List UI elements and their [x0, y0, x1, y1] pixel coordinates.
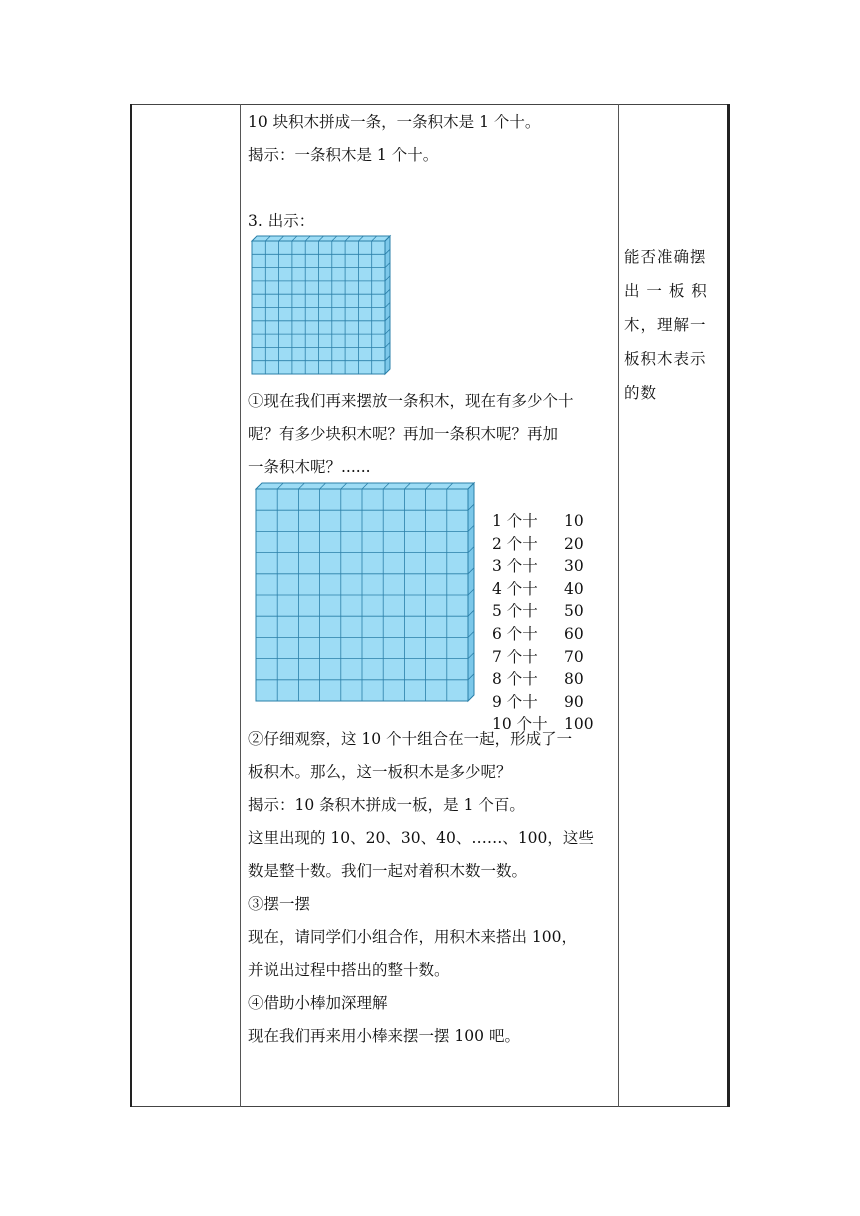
- step-heading: ④借助小棒加深理解: [248, 994, 388, 1012]
- count-row: [492, 668, 594, 691]
- count-label: 10 个十: [492, 715, 548, 734]
- table-bottom-border: [130, 1106, 730, 1107]
- text-line: 现在我们再来用小棒来摆一摆 100 吧。: [248, 1027, 520, 1045]
- note-line: 出 一 板 积: [624, 282, 708, 300]
- count-label: 7 个十: [492, 647, 538, 666]
- text-line: 板积木。那么，这一板积木是多少呢？: [248, 763, 512, 781]
- text-line: ②仔细观察，这 10 个十组合在一起，形成了一: [248, 730, 573, 748]
- text-line: 这里出现的 10、20、30、40、……、100，这些: [248, 829, 594, 847]
- table-divider-2: [618, 104, 619, 1107]
- tens-count-table: [492, 510, 594, 736]
- note-line: 能否准确摆: [624, 248, 707, 266]
- question-line: ①现在我们再来摆放一条积木，现在有多少个十: [248, 392, 574, 410]
- count-label: 6 个十: [492, 624, 538, 643]
- text-line: 现在，请同学们小组合作，用积木来搭出 100，: [248, 928, 578, 946]
- question-line: 一条积木呢？......: [248, 458, 371, 476]
- count-row: [492, 713, 594, 736]
- count-value: 40: [564, 579, 584, 598]
- table-divider-1: [240, 104, 241, 1107]
- count-label: 2 个十: [492, 534, 538, 553]
- section-title: 3. 出示：: [248, 212, 315, 230]
- count-label: 8 个十: [492, 670, 538, 689]
- count-value: 30: [564, 557, 584, 576]
- table-right-border: [727, 104, 730, 1107]
- count-label: 9 个十: [492, 692, 538, 711]
- count-row: [492, 555, 594, 578]
- count-value: 60: [564, 624, 584, 643]
- count-label: 5 个十: [492, 602, 538, 621]
- count-value: 10: [564, 512, 584, 530]
- hundred-flat-small: [248, 234, 393, 379]
- count-row: [492, 623, 594, 646]
- text-line: 揭示：一条积木是 1 个十。: [248, 146, 439, 164]
- hundred-flat-large: [248, 481, 478, 711]
- step-heading: ③摆一摆: [248, 895, 311, 913]
- text-line: 揭示：10 条积木拼成一板，是 1 个百。: [248, 796, 525, 814]
- count-value: 90: [564, 692, 584, 711]
- table-left-border: [130, 104, 132, 1107]
- count-row: [492, 578, 594, 601]
- lesson-table: [130, 104, 730, 1107]
- text-line: 数是整十数。我们一起对着积木数一数。: [248, 862, 528, 880]
- text-line: 并说出过程中搭出的整十数。: [248, 961, 450, 979]
- count-row: [492, 510, 594, 533]
- evaluation-column: [624, 240, 726, 410]
- count-label: 4 个十: [492, 579, 538, 598]
- count-value: 80: [564, 670, 584, 689]
- count-value: 50: [564, 602, 584, 621]
- count-value: 70: [564, 647, 584, 666]
- evaluation-note: [624, 240, 726, 410]
- count-label: 1 个十: [492, 512, 538, 530]
- note-line: 板积木表示: [624, 350, 707, 368]
- count-row: [492, 691, 594, 714]
- question-line: 呢？有多少块积木呢？再加一条积木呢？再加: [248, 425, 559, 443]
- text-line: 10 块积木拼成一条，一条积木是 1 个十。: [248, 113, 541, 131]
- count-value: 100: [564, 715, 594, 734]
- count-row: [492, 533, 594, 556]
- count-label: 3 个十: [492, 557, 538, 576]
- count-row: [492, 646, 594, 669]
- count-row: [492, 600, 594, 623]
- note-line: 木，理解一: [624, 316, 707, 334]
- note-line: 的数: [624, 384, 658, 402]
- count-value: 20: [564, 534, 584, 553]
